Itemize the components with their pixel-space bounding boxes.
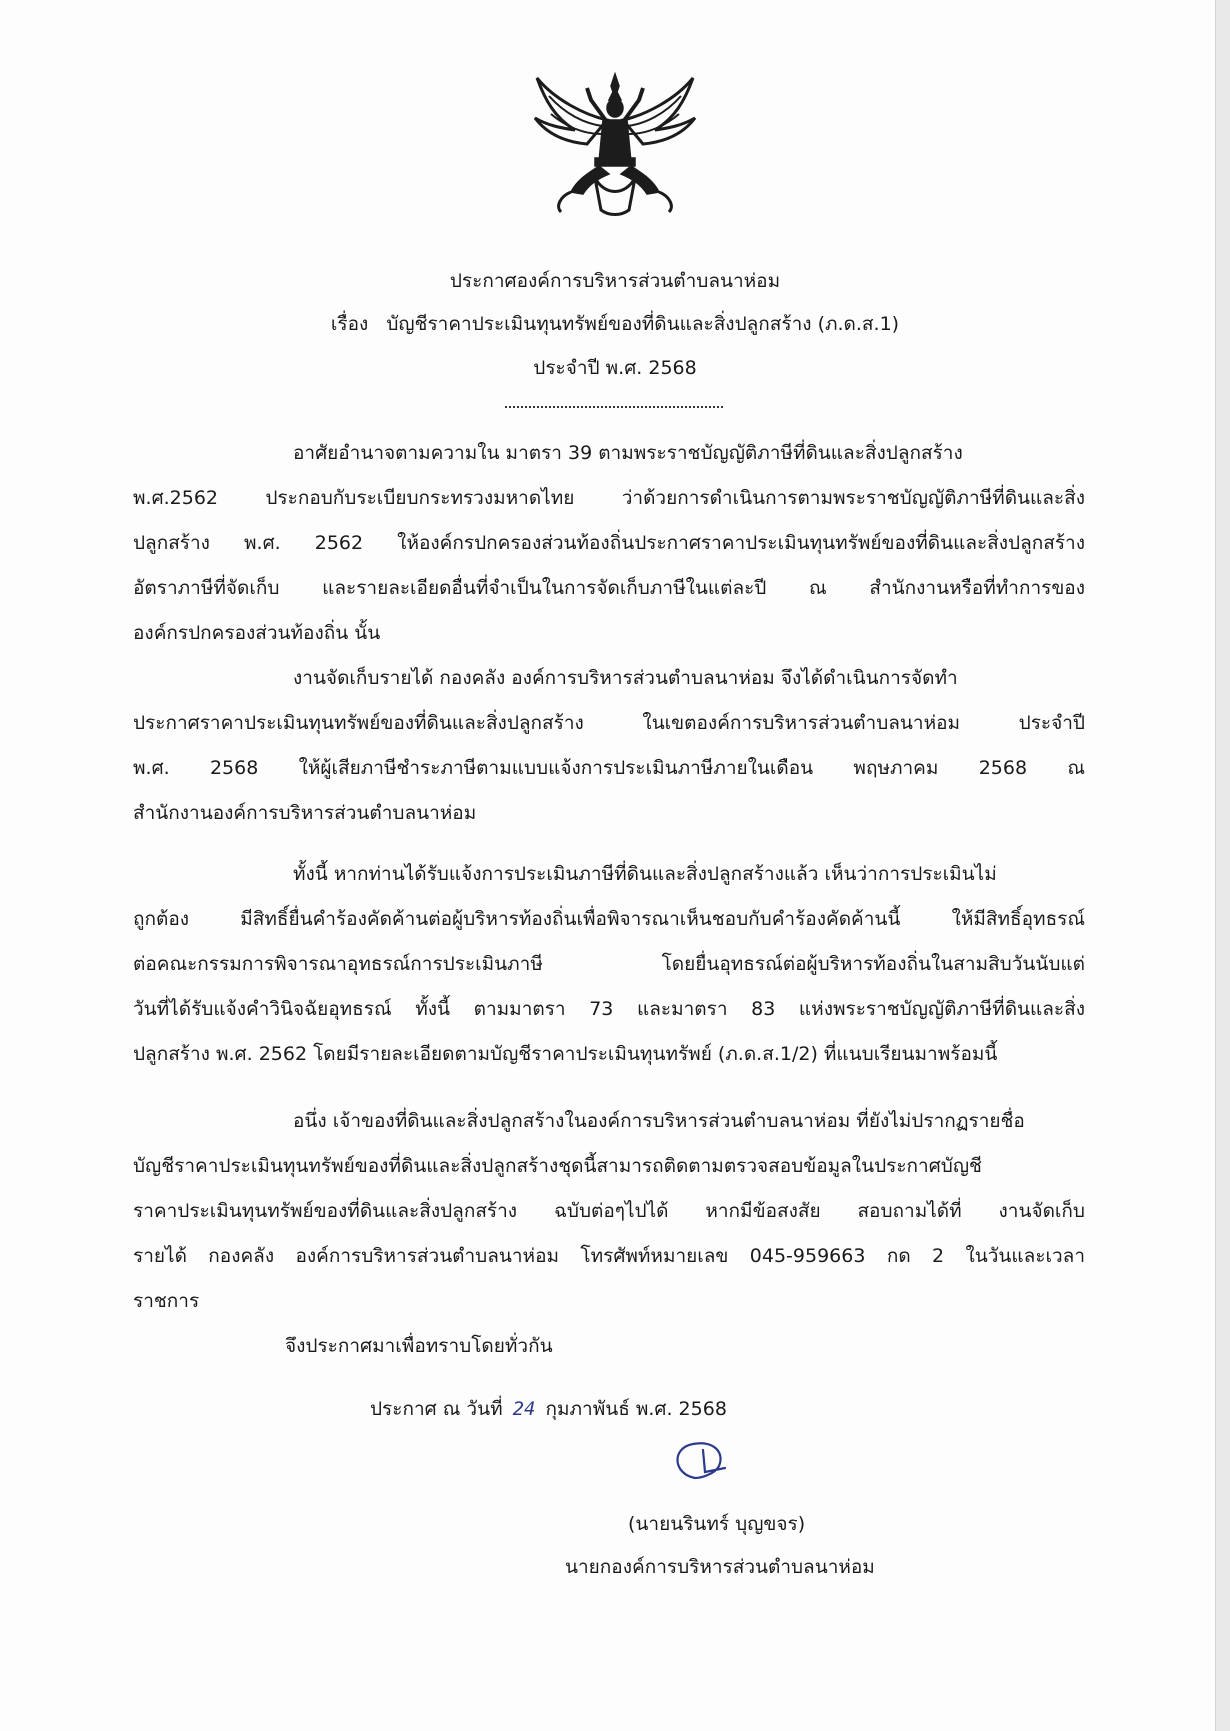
signatory-name: (นายนรินทร์ บุญขจร): [628, 1513, 806, 1535]
paragraph3-line: ถูกต้อง มีสิทธิ์ยื่นคำร้องคัดค้านต่อผู้บริหารท้องถิ่นเพื่อพิจารณาเห็นชอบกับคำร้องคัดค้านนี้ ให้มีสิทธิ์อุทธรณ์: [133, 908, 1085, 930]
date-suffix: กุมภาพันธ์ พ.ศ. 2568: [545, 1398, 727, 1420]
paragraph4-line: บัญชีราคาประเมินทุนทรัพย์ของที่ดินและสิ่งปลูกสร้างชุดนี้สามารถติดตามตรวจสอบข้อมูลในประกาศบัญชี: [133, 1155, 982, 1177]
signature-icon: [665, 1438, 755, 1488]
scan-edge: [1215, 0, 1230, 1731]
paragraph4-line: รายได้ กองคลัง องค์การบริหารส่วนตำบลนาห่อม โทรศัพท์หมายเลข 045-959663 กด 2 ในวันและเวลา: [133, 1245, 1085, 1267]
paragraph1-line: ปลูกสร้าง พ.ศ. 2562 ให้องค์กรปกครองส่วนท้องถิ่นประกาศราคาประเมินทุนทรัพย์ของที่ดินและสิ่งปลูกสร้าง: [133, 532, 1085, 554]
paragraph1-line: อัตราภาษีที่จัดเก็บ และรายละเอียดอื่นที่จำเป็นในการจัดเก็บภาษีในแต่ละปี ณ สำนักงานหรือที่ทำการของ: [133, 577, 1085, 599]
subject-line: [0, 310, 1230, 338]
dotted-divider: [505, 406, 723, 408]
paragraph3-line: ปลูกสร้าง พ.ศ. 2562 โดยมีรายละเอียดตามบัญชีราคาประเมินทุนทรัพย์ (ภ.ด.ส.1/2) ที่แนบเรียนมาพร้อมนี้: [133, 1043, 998, 1065]
paragraph1-line: องค์กรปกครองส่วนท้องถิ่น นั้น: [133, 622, 381, 644]
subject-label: เรื่อง: [330, 313, 369, 335]
paragraph2-line: พ.ศ. 2568 ให้ผู้เสียภาษีชำระภาษีตามแบบแจ้งการประเมินภาษีภายในเดือน พฤษภาคม 2568 ณ: [133, 757, 1085, 779]
year-line: ประจำปี พ.ศ. 2568: [533, 357, 697, 379]
paragraph3-line: ต่อคณะกรรมการพิจารณาอุทธรณ์การประเมินภาษี โดยยื่นอุทธรณ์ต่อผู้บริหารท้องถิ่นในสามสิบวันนับแต่: [133, 953, 1085, 975]
paragraph1-line: พ.ศ.2562 ประกอบกับระเบียบกระทรวงมหาดไทย ว่าด้วยการดำเนินการตามพระราชบัญญัติภาษีที่ดินและสิ่ง: [133, 487, 1085, 509]
paragraph4-line: อนึ่ง เจ้าของที่ดินและสิ่งปลูกสร้างในองค์การบริหารส่วนตำบลนาห่อม ที่ยังไม่ปรากฏรายชื่อ: [293, 1110, 1025, 1132]
paragraph4-line: ราคาประเมินทุนทรัพย์ของที่ดินและสิ่งปลูกสร้าง ฉบับต่อๆไปได้ หากมีข้อสงสัย สอบถามได้ที่ งานจัดเก็บ: [133, 1200, 1085, 1222]
date-line: [370, 1395, 727, 1423]
paragraph2-line: ประกาศราคาประเมินทุนทรัพย์ของที่ดินและสิ่งปลูกสร้าง ในเขตองค์การบริหารส่วนตำบลนาห่อม ประจำปี: [133, 712, 1085, 734]
paragraph3-line: ทั้งนี้ หากท่านได้รับแจ้งการประเมินภาษีที่ดินและสิ่งปลูกสร้างแล้ว เห็นว่าการประเมินไม่: [293, 863, 997, 885]
announcement-title: ประกาศองค์การบริหารส่วนตำบลนาห่อม: [449, 270, 781, 292]
paragraph4-line: ราชการ: [133, 1290, 200, 1312]
paragraph3-line: วันที่ได้รับแจ้งคำวินิจฉัยอุทธรณ์ ทั้งนี้ ตามมาตรา 73 และมาตรา 83 แห่งพระราชบัญญัติภาษีที่ดินและสิ่ง: [133, 998, 1085, 1020]
signatory-position: นายกองค์การบริหารส่วนตำบลนาห่อม: [565, 1556, 875, 1578]
paragraph2-line: งานจัดเก็บรายได้ กองคลัง องค์การบริหารส่วนตำบลนาห่อม จึงได้ดำเนินการจัดทำ: [293, 667, 958, 689]
paragraph2-line: สำนักงานองค์การบริหารส่วนตำบลนาห่อม: [133, 802, 477, 824]
paragraph1-line: อาศัยอำนาจตามความใน มาตรา 39 ตามพระราชบัญญัติภาษีที่ดินและสิ่งปลูกสร้าง: [293, 442, 963, 464]
subject-text: บัญชีราคาประเมินทุนทรัพย์ของที่ดินและสิ่งปลูกสร้าง (ภ.ด.ส.1): [386, 313, 900, 335]
handwritten-day: 24: [512, 1398, 536, 1420]
date-prefix: ประกาศ ณ วันที่: [370, 1398, 503, 1420]
closing-line: จึงประกาศมาเพื่อทราบโดยทั่วกัน: [285, 1335, 553, 1357]
garuda-emblem-icon: [525, 70, 705, 220]
